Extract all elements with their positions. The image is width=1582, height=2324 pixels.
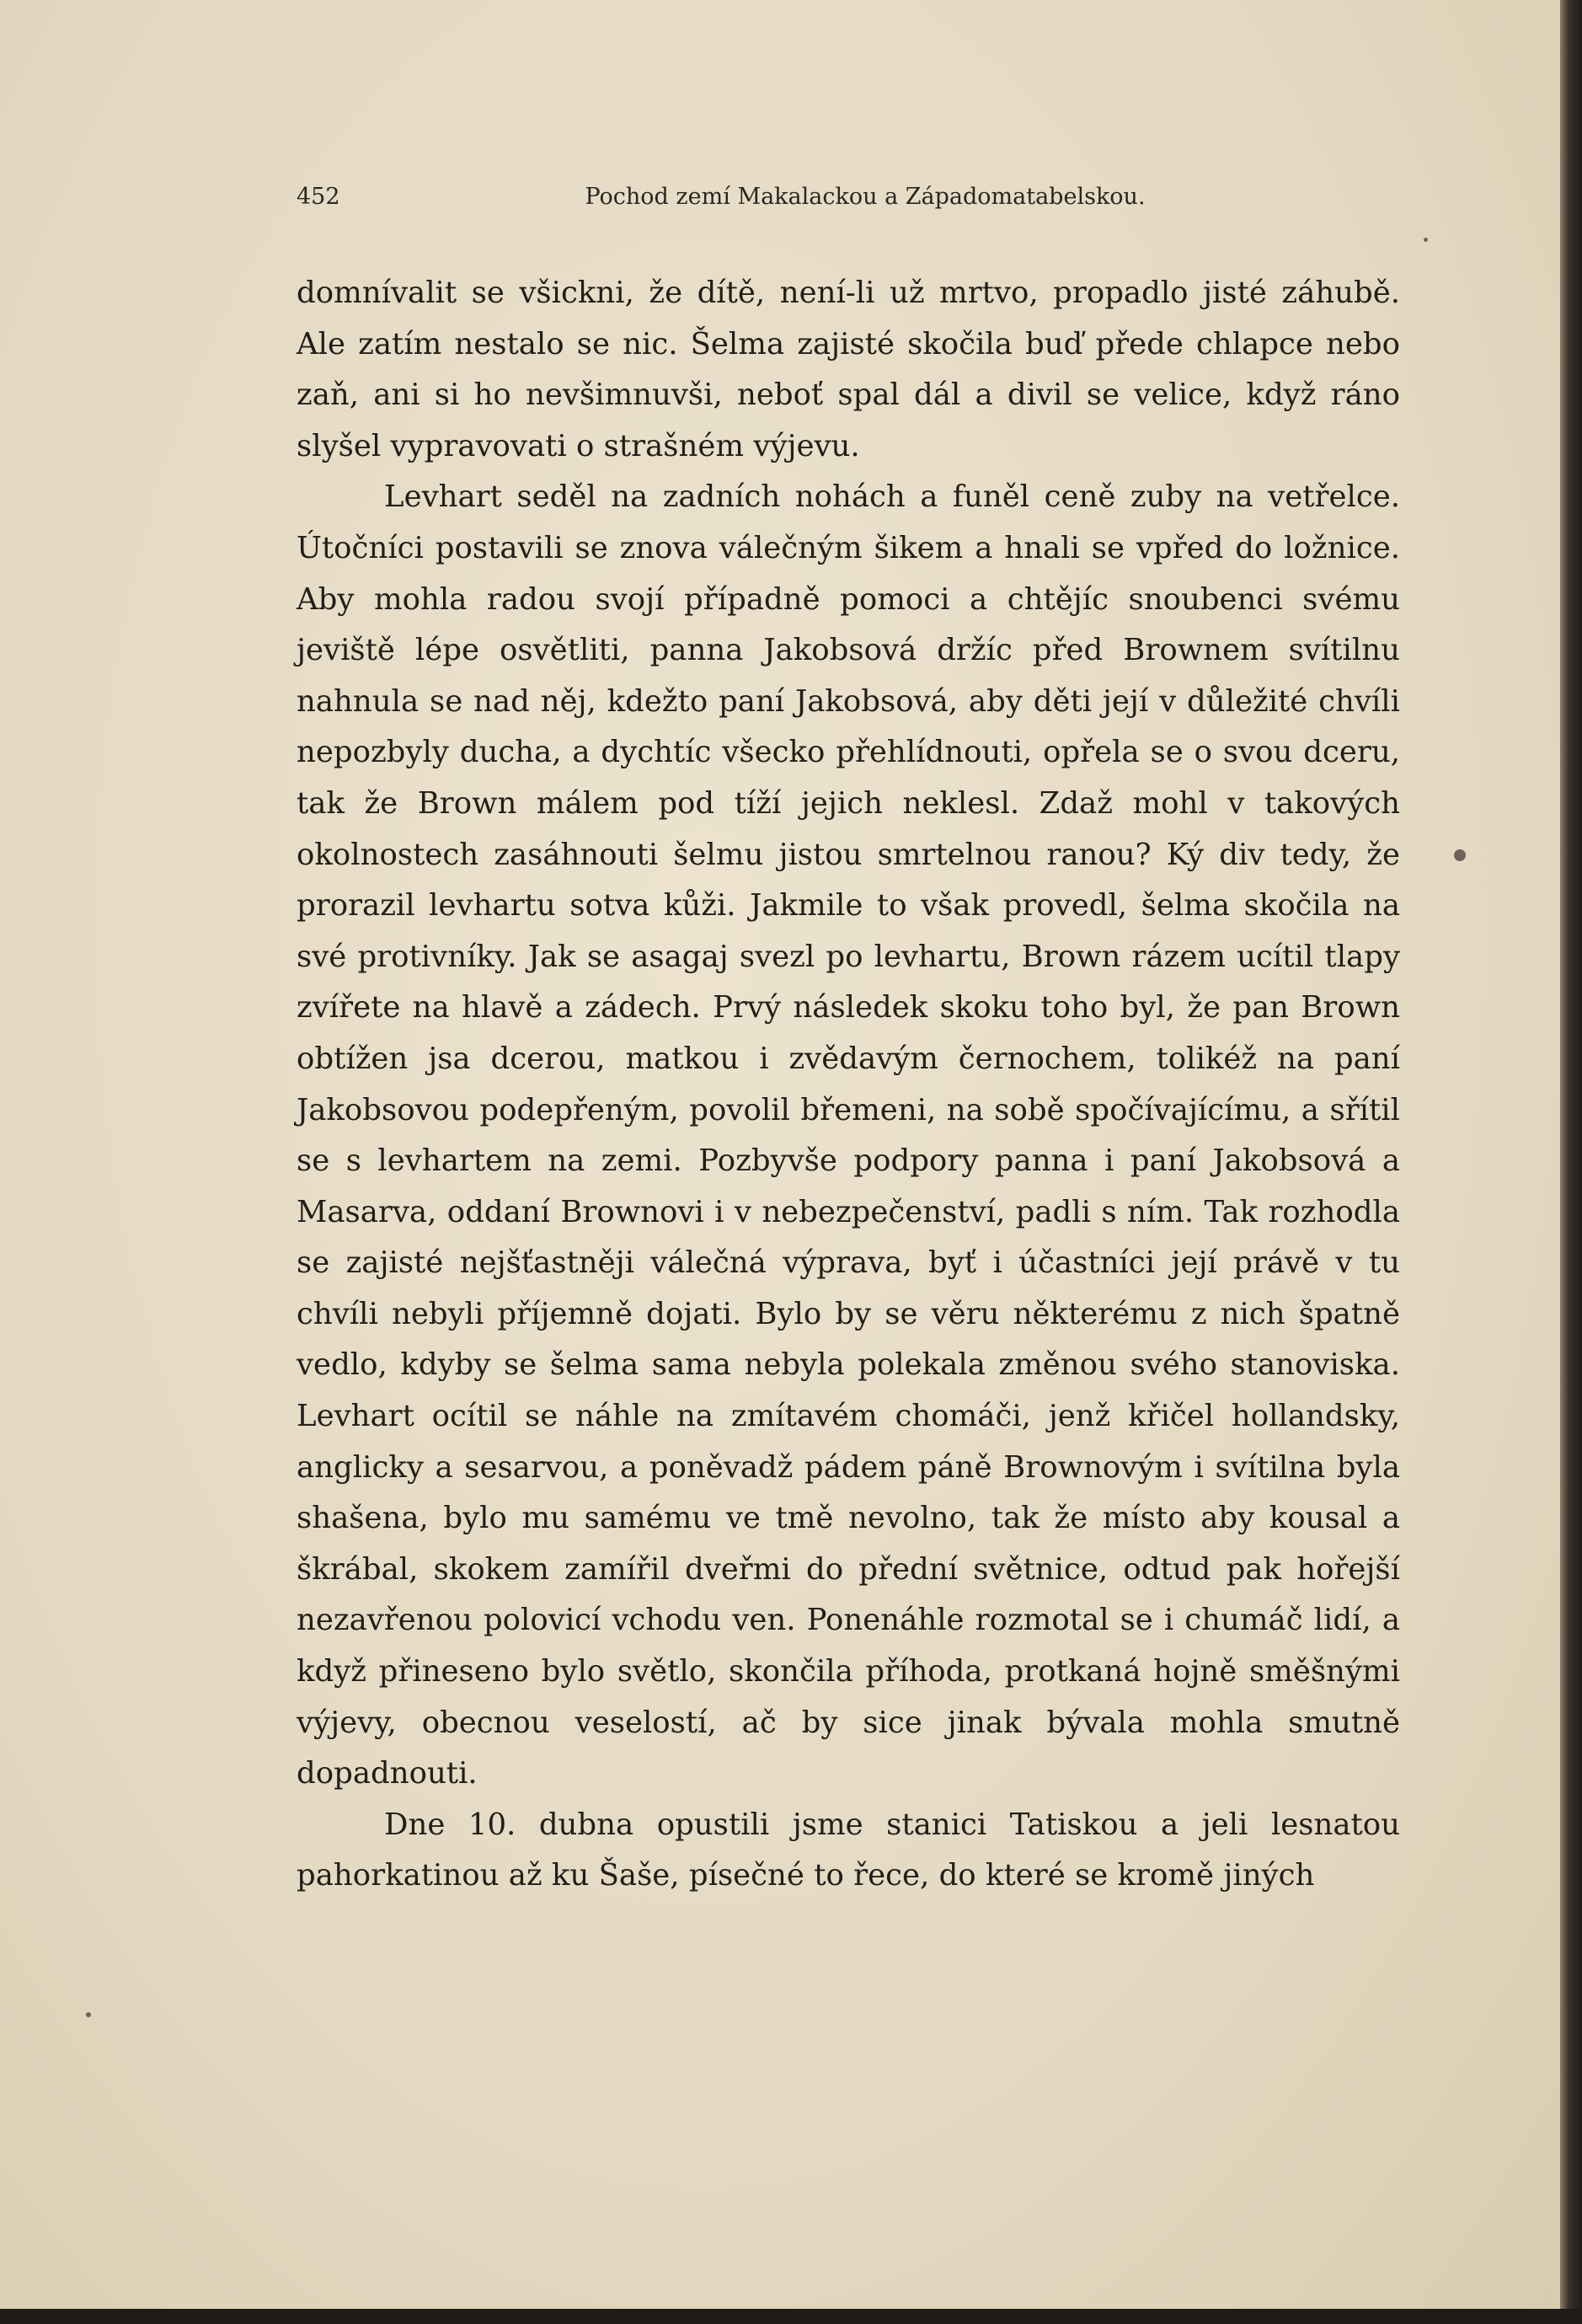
paper-speck xyxy=(86,2012,91,2017)
paper-speck xyxy=(1424,238,1428,242)
paper-speck xyxy=(1454,849,1466,861)
page-header xyxy=(297,184,1400,217)
page-edge-right xyxy=(1560,0,1582,2324)
running-title: Pochod zemí Makalackou a Západomatabelskou. xyxy=(585,184,1146,210)
page-number: 452 xyxy=(297,184,340,210)
paragraph-leopard: Levhart seděl na zadních nohách a funěl ceně zuby na vetřelce. Útočníci postavili se znova válečným šikem a hnali se vpřed do ložnice. Aby mohla radou svojí případně pomoci a chtějíc snoubenci svému jeviště lépe osvětliti, panna Jakobsová držíc před Brownem svítilnu nahnula se nad něj, kdežto paní Jakobsová, aby děti její v důležité chvíli nepozbyly ducha, a dychtíc všecko přehlídnouti, opřela se o svou dceru, tak že Brown málem pod tíží jejich neklesl. Zdaž mohl v takových okolnostech zasáhnouti šelmu jistou smrtelnou ranou? Ký div tedy, že prorazil levhartu sotva kůži. Jakmile to však provedl, šelma skočila na své protivníky. Jak se asagaj svezl po levhartu, Brown rázem ucítil tlapy zvířete na hlavě a zádech. Prvý následek skoku toho byl, že pan Brown obtížen jsa dcerou, matkou i zvědavým černochem, tolikéž na paní Jakobsovou podepřeným, povolil břemeni, na sobě spočívajícímu, a sřítil se s levhartem na zemi. Pozbyvše podpory panna i paní Jakobsová a Masarva, oddaní Brownovi i v nebezpečenství, padli s ním. Tak rozhodla se zajisté nejšťastněji válečná výprava, byť i účastníci její právě v tu chvíli nebyli příjemně dojati. Bylo by se věru některému z nich špatně vedlo, kdyby se šelma sama nebyla polekala změnou svého stanoviska. Levhart ocítil se náhle na zmítavém chomáči, jenž křičel hollandsky, anglicky a sesarvou, a poněvadž pádem páně Brownovým i svítilna byla shašena, bylo mu samému ve tmě nevolno, tak že místo aby kousal a škrábal, skokem zamířil dveřmi do přední světnice, odtud pak hořejší nezavřenou polovicí vchodu ven. Ponenáhle rozmotal se i chumáč lidí, a když přineseno bylo světlo, skončila příhoda, protkaná hojně směšnými výjevy, obecnou veselostí, ač by sice jinak bývala mohla smutně dopadnouti. xyxy=(297,479,1400,1791)
paragraph-continued: domnívalit se všickni, že dítě, není-li už mrtvo, propadlo jisté záhubě. Ale zatím nestalo se nic. Šelma zajisté skočila buď přede chlapce nebo zaň, ani si ho nevšimnuvši, neboť spal dál a divil se velice, když ráno slyšel vypravovati o strašném výjevu. xyxy=(297,276,1400,463)
page-edge-bottom xyxy=(0,2309,1582,2324)
paragraph-april-10: Dne 10. dubna opustili jsme stanici Tatiskou a jeli lesnatou pahorkatinou až ku Šaše, písečné to řece, do které se kromě jiných xyxy=(297,1807,1400,1893)
body-text xyxy=(297,268,1400,1902)
